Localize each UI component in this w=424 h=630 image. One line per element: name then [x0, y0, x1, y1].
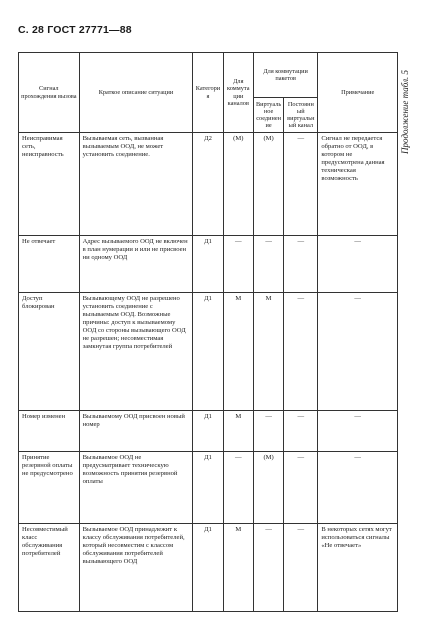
cell-note: —	[318, 292, 398, 411]
cell-packet-permanent: —	[284, 292, 318, 411]
cell-explanation: Вызываемое ООД не предусматривает техническую возможность принятия резервной оплаты	[79, 452, 193, 524]
cell-category: Д2	[193, 133, 223, 236]
cell-packet-virtual: (М)	[253, 452, 283, 524]
header-packet-permanent: Постоянный виртуальный канал	[284, 98, 318, 133]
signals-table-container	[18, 52, 398, 612]
cell-circuit: М	[223, 292, 253, 411]
cell-category: Д1	[193, 452, 223, 524]
cell-explanation: Вызываемая сеть, вызванная вызываемым ООД, не может установить соединение.	[79, 133, 193, 236]
header-packet: Для коммутации пакетов	[253, 53, 317, 98]
table-row	[19, 524, 398, 612]
table-row	[19, 133, 398, 236]
page-header: С. 28 ГОСТ 27771—88	[18, 24, 132, 36]
cell-signal: Принятие резервной оплаты не предусмотрено	[19, 452, 80, 524]
header-explanation: Краткое описание ситуации	[79, 53, 193, 133]
header-packet-virtual: Виртуальное соединение	[253, 98, 283, 133]
cell-signal: Не отвечает	[19, 236, 80, 292]
cell-packet-permanent: —	[284, 524, 318, 612]
cell-signal: Несовместимый класс обслуживания потребителей	[19, 524, 80, 612]
table-row	[19, 452, 398, 524]
cell-packet-permanent: —	[284, 452, 318, 524]
cell-note: —	[318, 411, 398, 452]
header-signal: Сигнал прохождения вызова	[19, 53, 80, 133]
cell-packet-permanent: —	[284, 133, 318, 236]
cell-packet-permanent: —	[284, 236, 318, 292]
table-continuation-caption: Продолжение табл. 5	[400, 70, 410, 154]
cell-explanation: Вызываемое ООД принадлежит к классу обслуживания потребителей, который несовместим с классом обслуживания потребителей вызывающего ООД	[79, 524, 193, 612]
cell-packet-virtual: —	[253, 524, 283, 612]
header-note: Примечание	[318, 53, 398, 133]
cell-signal: Доступ блокирован	[19, 292, 80, 411]
cell-circuit: —	[223, 452, 253, 524]
cell-note: Сигнал не передается обратно от ООД, в котором не предусмотрена данная техническая возможность	[318, 133, 398, 236]
table-row	[19, 236, 398, 292]
cell-category: Д1	[193, 236, 223, 292]
cell-note: В некоторых сетях могут использоваться сигналы «Не отвечает»	[318, 524, 398, 612]
cell-note: —	[318, 236, 398, 292]
cell-category: Д1	[193, 292, 223, 411]
cell-explanation: Адрес вызываемого ООД не включен в план нумерации и или не присвоен ни одному ООД	[79, 236, 193, 292]
cell-packet-virtual: —	[253, 411, 283, 452]
cell-signal: Номер изменен	[19, 411, 80, 452]
cell-packet-virtual: —	[253, 236, 283, 292]
cell-signal: Неисправимая сеть, неисправность	[19, 133, 80, 236]
cell-category: Д1	[193, 411, 223, 452]
cell-note: —	[318, 452, 398, 524]
cell-circuit: М	[223, 524, 253, 612]
cell-explanation: Вызываемому ООД присвоен новый номер	[79, 411, 193, 452]
signals-table	[18, 52, 398, 612]
cell-packet-permanent: —	[284, 411, 318, 452]
cell-circuit: (М)	[223, 133, 253, 236]
header-circuit: Для коммутации каналов	[223, 53, 253, 133]
cell-circuit: М	[223, 411, 253, 452]
cell-circuit: —	[223, 236, 253, 292]
table-row	[19, 411, 398, 452]
cell-category: Д1	[193, 524, 223, 612]
cell-packet-virtual: М	[253, 292, 283, 411]
header-category: Категория	[193, 53, 223, 133]
cell-explanation: Вызывающему ООД не разрешено установить соединение с вызываемым ООД. Возможные причины: доступ к вызываемому ООД со стороны вызывающего ООД не разрешен; несовместимая замкнутая группа потребителей	[79, 292, 193, 411]
cell-packet-virtual: (М)	[253, 133, 283, 236]
table-row	[19, 292, 398, 411]
